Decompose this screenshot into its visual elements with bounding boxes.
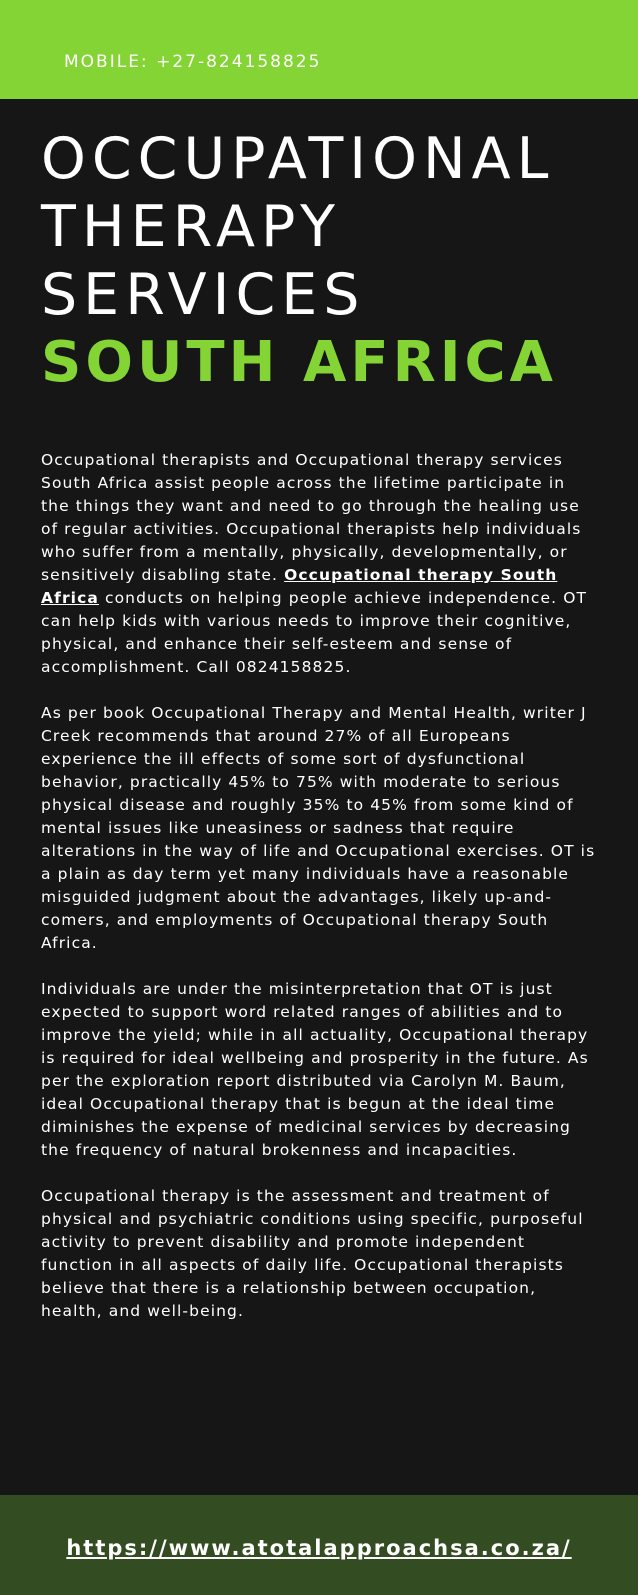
page-title (41, 125, 597, 397)
main-content (0, 99, 638, 1495)
paragraph-1-intro: Occupational therapists and Occupational therapy services South Africa assist people across the lifetime participate in the things they want and need to go through the healing use of regular activities. Occupational therapists help individuals who suffer from a mentally, physically, developmentally, or sensitively disabling state. (41, 451, 582, 584)
top-contact-bar (0, 0, 638, 99)
title-accent: SOUTH AFRICA (41, 330, 557, 395)
paragraph-3: Individuals are under the misinterpretation that OT is just expected to support word related ranges of abilities and to improve the yield; while in all actuality, Occupational therapy is required for ideal wellbeing and prosperity in the future. As per the exploration report distributed via Carolyn M. Baum, ideal Occupational therapy that is begun at the ideal time diminishes the expense of medicinal services by decreasing the frequency of natural brokenness and incapacities. (41, 980, 589, 1159)
title-line-3: SERVICES (41, 262, 366, 328)
paragraph-2: As per book Occupational Therapy and Mental Health, writer J Creek recommends that around 27% of all Europeans experience the ill effects of some sort of dysfunctional behavior, practically 45% to 75% with moderate to serious physical disease and roughly 35% to 45% from some kind of mental issues like uneasiness or sadness that require alterations in the way of life and Occupational exercises. OT is a plain as day term yet many individuals have a reasonable misguided judgment about the advantages, likely up-and-comers, and employments of Occupational therapy South Africa. (41, 704, 596, 952)
paragraph-1-rest: conducts on helping people achieve independence. OT can help kids with various needs to improve their cognitive, physical, and enhance their self-esteem and sense of accomplishment. Call 0824158825. (41, 589, 588, 676)
website-link[interactable]: https://www.atotalapproachsa.co.za/ (66, 1536, 572, 1560)
paragraph-4: Occupational therapy is the assessment and treatment of physical and psychiatric conditions using specific, purposeful activity to prevent disability and promote independent function in all aspects of daily life. Occupational therapists believe that there is a relationship between occupation, health, and well-being. (41, 1187, 584, 1320)
title-line-1: OCCUPATIONAL (41, 126, 555, 192)
occupational-therapy-link[interactable]: Occupational therapy South Africa (41, 566, 558, 607)
paragraph-1 (41, 449, 597, 679)
mobile-number: MOBILE: +27-824158825 (64, 52, 322, 72)
article-body (41, 449, 597, 1323)
footer-bar (0, 1495, 638, 1595)
title-line-2: THERAPY (41, 194, 341, 260)
